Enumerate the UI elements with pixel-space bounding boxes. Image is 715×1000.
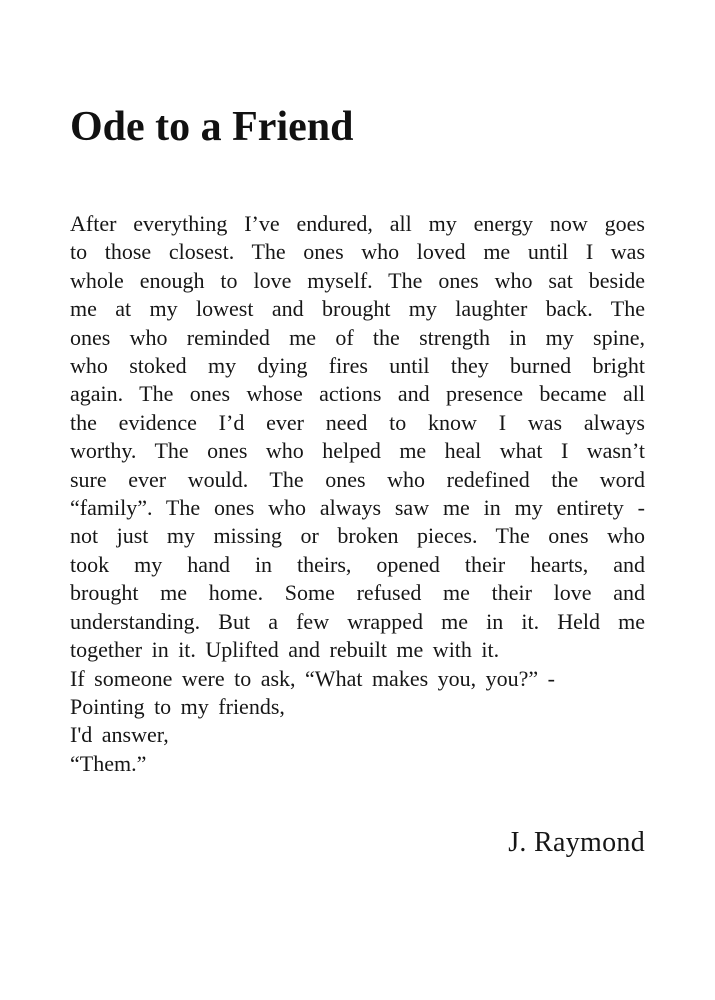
poem-line: not just my missing or broken pieces. The ones who: [70, 523, 645, 549]
poem-line: who stoked my dying fires until they burned bright: [70, 353, 645, 379]
poem-line: After everything I’ve endured, all my energy now goes: [70, 211, 645, 236]
poem-line: together in it. Uplifted and rebuilt me with it.: [70, 637, 500, 663]
poem-line: the evidence I’d ever need to know I was always: [70, 409, 645, 435]
poem-line: understanding. But a few wrapped me in it. Held me: [70, 608, 645, 634]
poem-body: [70, 210, 645, 778]
poem-title: Ode to a Friend: [70, 104, 354, 150]
poem-line: me at my lowest and brought my laughter back. The: [70, 296, 645, 322]
author-signature: J. Raymond: [508, 827, 645, 859]
poem-content: [70, 0, 645, 861]
poem-ending-lines: [70, 636, 645, 778]
poem-line: Pointing to my friends,: [70, 693, 285, 719]
poem-line: to those closest. The ones who loved me until I was: [70, 239, 645, 265]
poem-line: I'd answer,: [70, 722, 169, 748]
poem-line: If someone were to ask, “What makes you, you?” -: [70, 665, 556, 691]
poem-line: ones who reminded me of the strength in my spine,: [70, 324, 645, 350]
poem-line: brought me home. Some refused me their love and: [70, 580, 645, 606]
poem-line: “family”. The ones who always saw me in my entirety -: [70, 495, 645, 521]
poem-line: sure ever would. The ones who redefined the word: [70, 466, 645, 492]
poem-line: worthy. The ones who helped me heal what I wasn’t: [70, 438, 645, 464]
poem-line: again. The ones whose actions and presence became all: [70, 381, 645, 407]
poem-line: took my hand in theirs, opened their hearts, and: [70, 551, 645, 577]
poem-justified-lines: [70, 210, 645, 636]
poem-line: “Them.”: [70, 750, 147, 776]
poem-line: whole enough to love myself. The ones who sat beside: [70, 267, 645, 293]
